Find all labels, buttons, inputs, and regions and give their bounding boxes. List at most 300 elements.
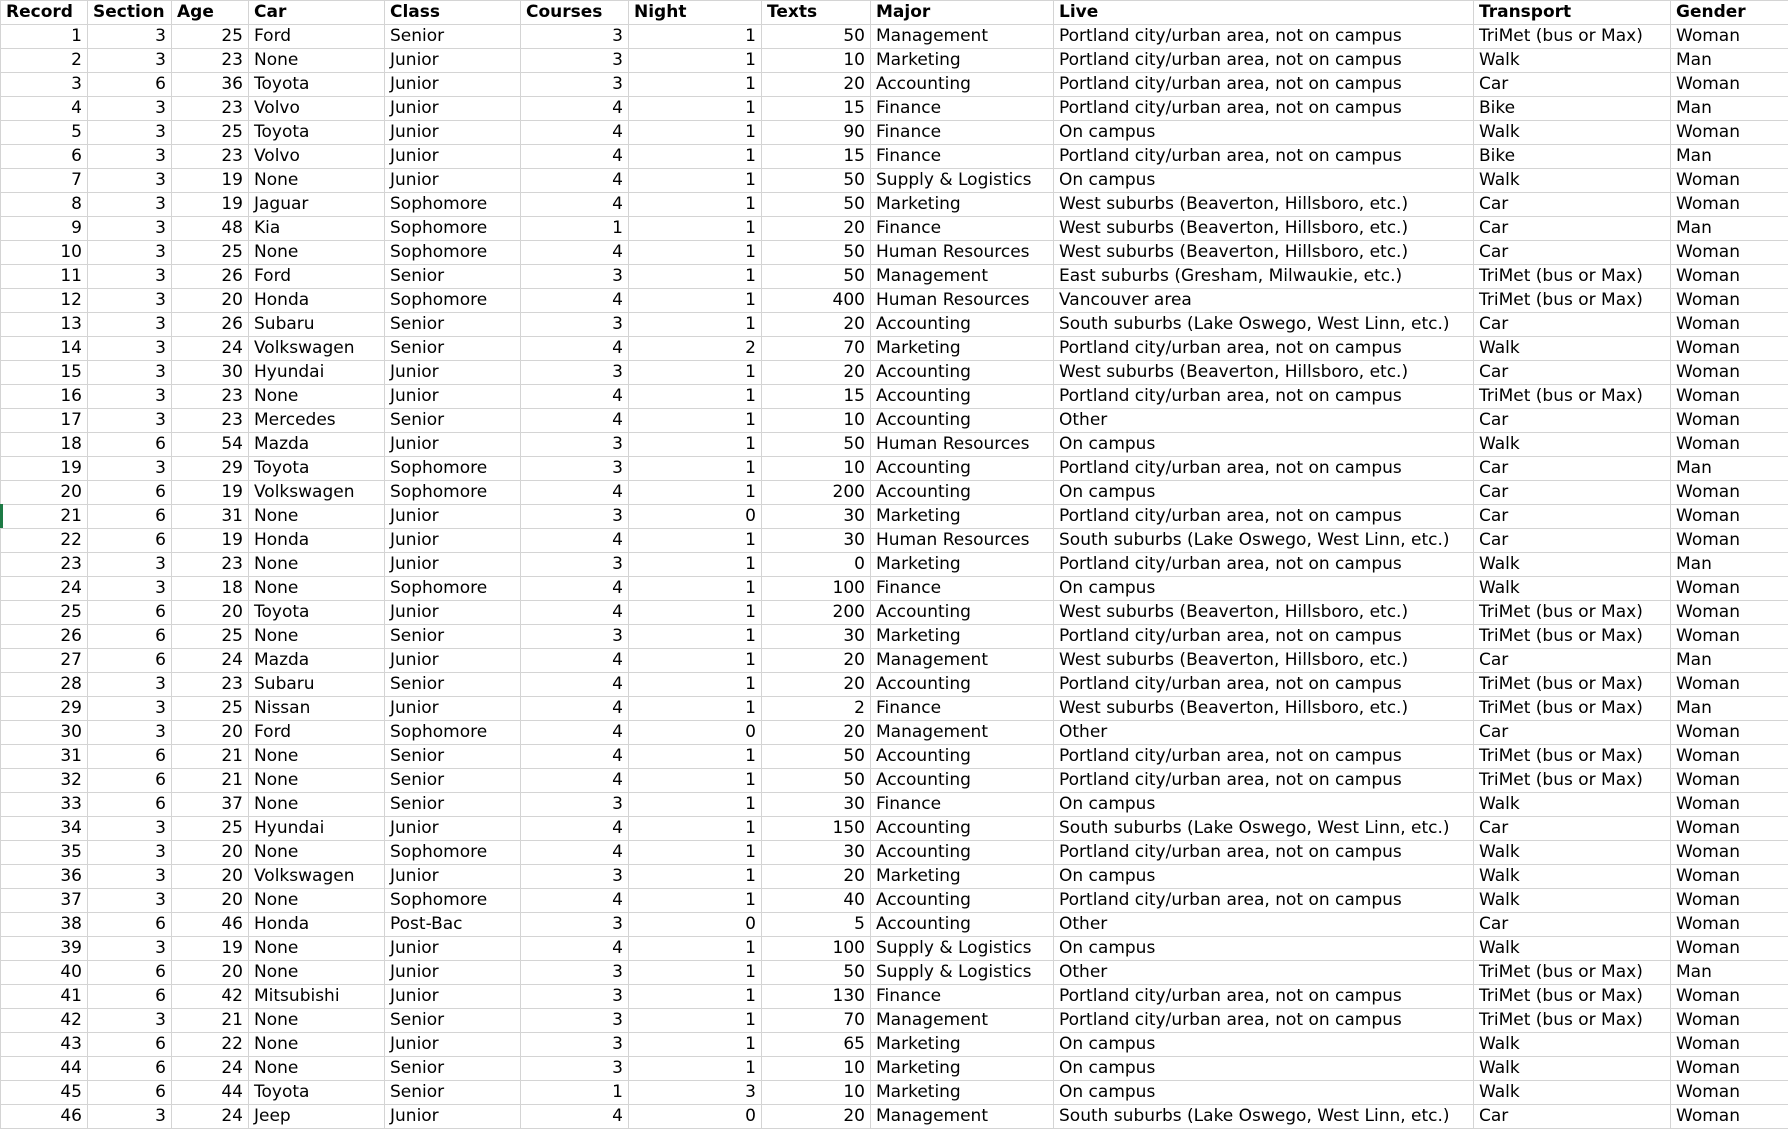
table-cell[interactable]: 19: [172, 481, 249, 505]
table-cell[interactable]: 6: [88, 745, 172, 769]
table-cell[interactable]: 3: [521, 505, 629, 529]
table-cell[interactable]: 1: [629, 433, 762, 457]
table-cell[interactable]: 3: [88, 169, 172, 193]
table-cell[interactable]: Walk: [1474, 937, 1671, 961]
table-cell[interactable]: Woman: [1671, 937, 1788, 961]
table-cell[interactable]: East suburbs (Gresham, Milwaukie, etc.): [1054, 265, 1474, 289]
table-cell[interactable]: Woman: [1671, 337, 1788, 361]
table-cell[interactable]: 11: [1, 265, 88, 289]
table-cell[interactable]: None: [249, 937, 385, 961]
table-cell[interactable]: None: [249, 625, 385, 649]
table-cell[interactable]: Woman: [1671, 265, 1788, 289]
table-cell[interactable]: Junior: [385, 649, 521, 673]
table-cell[interactable]: West suburbs (Beaverton, Hillsboro, etc.): [1054, 217, 1474, 241]
table-cell[interactable]: Woman: [1671, 1057, 1788, 1081]
table-cell[interactable]: Marketing: [871, 1081, 1054, 1105]
table-cell[interactable]: 3: [88, 217, 172, 241]
table-cell[interactable]: 22: [172, 1033, 249, 1057]
table-cell[interactable]: 3: [521, 433, 629, 457]
table-cell[interactable]: Car: [1474, 241, 1671, 265]
table-cell[interactable]: 29: [172, 457, 249, 481]
table-cell[interactable]: 4: [521, 673, 629, 697]
table-cell[interactable]: 25: [172, 121, 249, 145]
table-cell[interactable]: 15: [762, 145, 871, 169]
table-cell[interactable]: 4: [1, 97, 88, 121]
table-cell[interactable]: Subaru: [249, 313, 385, 337]
table-cell[interactable]: 3: [521, 961, 629, 985]
table-cell[interactable]: 1: [629, 649, 762, 673]
table-cell[interactable]: 1: [629, 169, 762, 193]
table-cell[interactable]: Jaguar: [249, 193, 385, 217]
table-cell[interactable]: On campus: [1054, 1057, 1474, 1081]
table-cell[interactable]: 3: [521, 1009, 629, 1033]
table-cell[interactable]: Junior: [385, 937, 521, 961]
table-cell[interactable]: Toyota: [249, 73, 385, 97]
table-cell[interactable]: 22: [1, 529, 88, 553]
table-cell[interactable]: 4: [521, 769, 629, 793]
table-cell[interactable]: 7: [1, 169, 88, 193]
table-cell[interactable]: Accounting: [871, 361, 1054, 385]
table-cell[interactable]: Marketing: [871, 193, 1054, 217]
table-cell[interactable]: 29: [1, 697, 88, 721]
table-cell[interactable]: 3: [521, 1057, 629, 1081]
table-cell[interactable]: Senior: [385, 793, 521, 817]
table-cell[interactable]: 1: [629, 865, 762, 889]
table-cell[interactable]: 20: [172, 601, 249, 625]
table-cell[interactable]: 2: [762, 697, 871, 721]
table-cell[interactable]: 20: [762, 361, 871, 385]
table-cell[interactable]: Man: [1671, 457, 1788, 481]
table-cell[interactable]: 38: [1, 913, 88, 937]
table-cell[interactable]: Supply & Logistics: [871, 961, 1054, 985]
table-cell[interactable]: TriMet (bus or Max): [1474, 601, 1671, 625]
table-cell[interactable]: 1: [629, 217, 762, 241]
table-cell[interactable]: 4: [521, 817, 629, 841]
table-cell[interactable]: Car: [1474, 361, 1671, 385]
column-header[interactable]: Age: [172, 1, 249, 25]
table-cell[interactable]: Woman: [1671, 529, 1788, 553]
table-cell[interactable]: 6: [88, 529, 172, 553]
table-cell[interactable]: 10: [762, 457, 871, 481]
column-header[interactable]: Car: [249, 1, 385, 25]
table-cell[interactable]: Woman: [1671, 409, 1788, 433]
table-cell[interactable]: 2: [629, 337, 762, 361]
table-cell[interactable]: 18: [172, 577, 249, 601]
table-cell[interactable]: 1: [629, 265, 762, 289]
table-cell[interactable]: Portland city/urban area, not on campus: [1054, 73, 1474, 97]
table-cell[interactable]: 4: [521, 169, 629, 193]
table-cell[interactable]: Man: [1671, 553, 1788, 577]
table-cell[interactable]: 1: [629, 601, 762, 625]
table-cell[interactable]: 6: [88, 73, 172, 97]
table-cell[interactable]: 30: [762, 505, 871, 529]
table-cell[interactable]: 23: [172, 97, 249, 121]
table-cell[interactable]: Man: [1671, 145, 1788, 169]
table-cell[interactable]: Junior: [385, 385, 521, 409]
table-cell[interactable]: 1: [629, 193, 762, 217]
table-cell[interactable]: 26: [172, 313, 249, 337]
table-cell[interactable]: West suburbs (Beaverton, Hillsboro, etc.): [1054, 649, 1474, 673]
table-cell[interactable]: Accounting: [871, 313, 1054, 337]
table-cell[interactable]: Walk: [1474, 841, 1671, 865]
table-cell[interactable]: Woman: [1671, 1009, 1788, 1033]
table-cell[interactable]: Toyota: [249, 121, 385, 145]
table-cell[interactable]: None: [249, 241, 385, 265]
table-cell[interactable]: Woman: [1671, 913, 1788, 937]
table-cell[interactable]: Hyundai: [249, 361, 385, 385]
table-cell[interactable]: Portland city/urban area, not on campus: [1054, 553, 1474, 577]
table-cell[interactable]: Finance: [871, 145, 1054, 169]
table-cell[interactable]: 20: [1, 481, 88, 505]
table-cell[interactable]: Walk: [1474, 577, 1671, 601]
table-cell[interactable]: 3: [88, 841, 172, 865]
table-cell[interactable]: 1: [629, 985, 762, 1009]
table-cell[interactable]: Walk: [1474, 865, 1671, 889]
column-header[interactable]: Record: [1, 1, 88, 25]
table-cell[interactable]: Finance: [871, 121, 1054, 145]
table-cell[interactable]: 0: [629, 913, 762, 937]
table-cell[interactable]: Junior: [385, 121, 521, 145]
table-cell[interactable]: 4: [521, 289, 629, 313]
table-cell[interactable]: TriMet (bus or Max): [1474, 673, 1671, 697]
table-cell[interactable]: 1: [629, 313, 762, 337]
table-cell[interactable]: Woman: [1671, 673, 1788, 697]
table-cell[interactable]: Finance: [871, 697, 1054, 721]
table-cell[interactable]: 21: [1, 505, 88, 529]
table-cell[interactable]: 0: [629, 505, 762, 529]
table-cell[interactable]: 3: [88, 889, 172, 913]
table-cell[interactable]: Portland city/urban area, not on campus: [1054, 97, 1474, 121]
table-cell[interactable]: 4: [521, 841, 629, 865]
column-header[interactable]: Texts: [762, 1, 871, 25]
table-cell[interactable]: 4: [521, 889, 629, 913]
table-cell[interactable]: Senior: [385, 337, 521, 361]
table-cell[interactable]: Junior: [385, 97, 521, 121]
table-cell[interactable]: 1: [629, 697, 762, 721]
table-cell[interactable]: 3: [88, 121, 172, 145]
table-cell[interactable]: None: [249, 169, 385, 193]
table-cell[interactable]: 46: [1, 1105, 88, 1129]
table-cell[interactable]: Volvo: [249, 97, 385, 121]
table-cell[interactable]: 1: [629, 1033, 762, 1057]
table-cell[interactable]: Marketing: [871, 337, 1054, 361]
column-header[interactable]: Live: [1054, 1, 1474, 25]
table-cell[interactable]: 25: [172, 697, 249, 721]
table-cell[interactable]: 33: [1, 793, 88, 817]
table-cell[interactable]: 34: [1, 817, 88, 841]
table-cell[interactable]: 3: [521, 913, 629, 937]
table-cell[interactable]: 3: [88, 937, 172, 961]
table-cell[interactable]: Woman: [1671, 241, 1788, 265]
table-cell[interactable]: 1: [629, 841, 762, 865]
table-cell[interactable]: 1: [629, 241, 762, 265]
table-cell[interactable]: Accounting: [871, 457, 1054, 481]
table-cell[interactable]: Senior: [385, 265, 521, 289]
table-cell[interactable]: On campus: [1054, 433, 1474, 457]
table-cell[interactable]: Portland city/urban area, not on campus: [1054, 25, 1474, 49]
table-cell[interactable]: 3: [88, 865, 172, 889]
table-cell[interactable]: Human Resources: [871, 241, 1054, 265]
table-cell[interactable]: 21: [172, 745, 249, 769]
table-cell[interactable]: Man: [1671, 97, 1788, 121]
table-cell[interactable]: TriMet (bus or Max): [1474, 697, 1671, 721]
table-cell[interactable]: Junior: [385, 1033, 521, 1057]
table-cell[interactable]: Volkswagen: [249, 337, 385, 361]
table-cell[interactable]: Supply & Logistics: [871, 169, 1054, 193]
table-cell[interactable]: Bike: [1474, 97, 1671, 121]
table-cell[interactable]: Vancouver area: [1054, 289, 1474, 313]
table-cell[interactable]: Woman: [1671, 1033, 1788, 1057]
table-cell[interactable]: 20: [762, 865, 871, 889]
table-cell[interactable]: Woman: [1671, 721, 1788, 745]
table-cell[interactable]: Portland city/urban area, not on campus: [1054, 457, 1474, 481]
table-cell[interactable]: 3: [88, 1009, 172, 1033]
table-cell[interactable]: Man: [1671, 649, 1788, 673]
table-cell[interactable]: 31: [172, 505, 249, 529]
column-header[interactable]: Class: [385, 1, 521, 25]
table-cell[interactable]: 20: [172, 889, 249, 913]
table-cell[interactable]: Sophomore: [385, 721, 521, 745]
table-cell[interactable]: West suburbs (Beaverton, Hillsboro, etc.): [1054, 601, 1474, 625]
table-cell[interactable]: TriMet (bus or Max): [1474, 289, 1671, 313]
table-cell[interactable]: 8: [1, 193, 88, 217]
table-cell[interactable]: Portland city/urban area, not on campus: [1054, 145, 1474, 169]
table-cell[interactable]: 4: [521, 145, 629, 169]
table-cell[interactable]: Senior: [385, 625, 521, 649]
table-cell[interactable]: On campus: [1054, 577, 1474, 601]
table-cell[interactable]: 1: [629, 769, 762, 793]
table-cell[interactable]: None: [249, 385, 385, 409]
table-cell[interactable]: Sophomore: [385, 241, 521, 265]
table-cell[interactable]: 1: [629, 553, 762, 577]
table-cell[interactable]: 20: [172, 721, 249, 745]
table-cell[interactable]: 30: [762, 529, 871, 553]
table-cell[interactable]: 13: [1, 313, 88, 337]
table-cell[interactable]: Portland city/urban area, not on campus: [1054, 337, 1474, 361]
table-cell[interactable]: Volkswagen: [249, 481, 385, 505]
table-cell[interactable]: Finance: [871, 577, 1054, 601]
table-cell[interactable]: Man: [1671, 697, 1788, 721]
table-cell[interactable]: 1: [1, 25, 88, 49]
table-cell[interactable]: TriMet (bus or Max): [1474, 961, 1671, 985]
table-cell[interactable]: 1: [629, 745, 762, 769]
table-cell[interactable]: Woman: [1671, 169, 1788, 193]
table-cell[interactable]: 3: [629, 1081, 762, 1105]
table-cell[interactable]: Walk: [1474, 337, 1671, 361]
table-cell[interactable]: Woman: [1671, 25, 1788, 49]
table-cell[interactable]: 1: [629, 577, 762, 601]
table-cell[interactable]: 4: [521, 337, 629, 361]
table-cell[interactable]: 6: [88, 769, 172, 793]
table-cell[interactable]: 12: [1, 289, 88, 313]
table-cell[interactable]: 3: [88, 361, 172, 385]
table-cell[interactable]: None: [249, 769, 385, 793]
table-cell[interactable]: 3: [88, 145, 172, 169]
table-cell[interactable]: Accounting: [871, 601, 1054, 625]
table-cell[interactable]: 14: [1, 337, 88, 361]
table-cell[interactable]: Supply & Logistics: [871, 937, 1054, 961]
table-cell[interactable]: 20: [762, 313, 871, 337]
table-cell[interactable]: West suburbs (Beaverton, Hillsboro, etc.): [1054, 361, 1474, 385]
table-cell[interactable]: None: [249, 961, 385, 985]
table-cell[interactable]: 16: [1, 385, 88, 409]
table-cell[interactable]: 1: [629, 937, 762, 961]
table-cell[interactable]: 25: [172, 817, 249, 841]
column-header[interactable]: Section: [88, 1, 172, 25]
table-cell[interactable]: Car: [1474, 73, 1671, 97]
table-cell[interactable]: 20: [172, 865, 249, 889]
table-cell[interactable]: None: [249, 49, 385, 73]
table-cell[interactable]: Mitsubishi: [249, 985, 385, 1009]
table-cell[interactable]: 1: [629, 49, 762, 73]
table-cell[interactable]: Nissan: [249, 697, 385, 721]
table-cell[interactable]: Walk: [1474, 169, 1671, 193]
table-cell[interactable]: 1: [629, 73, 762, 97]
table-cell[interactable]: Portland city/urban area, not on campus: [1054, 841, 1474, 865]
table-cell[interactable]: 36: [172, 73, 249, 97]
table-cell[interactable]: 1: [629, 817, 762, 841]
table-cell[interactable]: 3: [521, 25, 629, 49]
table-cell[interactable]: Woman: [1671, 601, 1788, 625]
table-cell[interactable]: Other: [1054, 409, 1474, 433]
table-cell[interactable]: Junior: [385, 553, 521, 577]
table-cell[interactable]: Portland city/urban area, not on campus: [1054, 385, 1474, 409]
table-cell[interactable]: Human Resources: [871, 433, 1054, 457]
table-cell[interactable]: Portland city/urban area, not on campus: [1054, 1009, 1474, 1033]
table-cell[interactable]: 23: [172, 409, 249, 433]
table-cell[interactable]: 42: [172, 985, 249, 1009]
table-cell[interactable]: 36: [1, 865, 88, 889]
table-cell[interactable]: 24: [172, 1057, 249, 1081]
table-cell[interactable]: 3: [88, 697, 172, 721]
table-cell[interactable]: 1: [629, 481, 762, 505]
table-cell[interactable]: 6: [88, 481, 172, 505]
table-cell[interactable]: 1: [629, 625, 762, 649]
table-cell[interactable]: 65: [762, 1033, 871, 1057]
table-cell[interactable]: Walk: [1474, 121, 1671, 145]
table-cell[interactable]: 30: [172, 361, 249, 385]
table-cell[interactable]: West suburbs (Beaverton, Hillsboro, etc.): [1054, 241, 1474, 265]
table-cell[interactable]: Finance: [871, 985, 1054, 1009]
table-cell[interactable]: 15: [762, 385, 871, 409]
table-cell[interactable]: 3: [88, 193, 172, 217]
table-cell[interactable]: 25: [172, 25, 249, 49]
table-cell[interactable]: 37: [172, 793, 249, 817]
table-cell[interactable]: 1: [629, 457, 762, 481]
table-cell[interactable]: Portland city/urban area, not on campus: [1054, 673, 1474, 697]
table-cell[interactable]: 20: [762, 73, 871, 97]
table-cell[interactable]: None: [249, 889, 385, 913]
table-cell[interactable]: 3: [88, 265, 172, 289]
table-cell[interactable]: 6: [88, 961, 172, 985]
table-cell[interactable]: None: [249, 577, 385, 601]
table-cell[interactable]: 3: [1, 73, 88, 97]
table-cell[interactable]: Marketing: [871, 1033, 1054, 1057]
table-cell[interactable]: Man: [1671, 961, 1788, 985]
table-cell[interactable]: 50: [762, 769, 871, 793]
table-cell[interactable]: 24: [172, 649, 249, 673]
table-cell[interactable]: Volvo: [249, 145, 385, 169]
table-cell[interactable]: Portland city/urban area, not on campus: [1054, 769, 1474, 793]
table-cell[interactable]: 4: [521, 97, 629, 121]
table-cell[interactable]: 20: [172, 289, 249, 313]
table-cell[interactable]: 3: [521, 985, 629, 1009]
table-cell[interactable]: 70: [762, 337, 871, 361]
table-cell[interactable]: 4: [521, 745, 629, 769]
table-cell[interactable]: 6: [88, 1033, 172, 1057]
table-cell[interactable]: 2: [1, 49, 88, 73]
table-cell[interactable]: 23: [1, 553, 88, 577]
table-cell[interactable]: TriMet (bus or Max): [1474, 265, 1671, 289]
table-cell[interactable]: 6: [88, 793, 172, 817]
table-cell[interactable]: Portland city/urban area, not on campus: [1054, 889, 1474, 913]
table-cell[interactable]: 1: [629, 529, 762, 553]
table-cell[interactable]: Walk: [1474, 553, 1671, 577]
table-cell[interactable]: Mazda: [249, 433, 385, 457]
table-cell[interactable]: 6: [88, 505, 172, 529]
column-header[interactable]: Major: [871, 1, 1054, 25]
table-cell[interactable]: TriMet (bus or Max): [1474, 1009, 1671, 1033]
table-cell[interactable]: 4: [521, 241, 629, 265]
table-cell[interactable]: Portland city/urban area, not on campus: [1054, 505, 1474, 529]
table-cell[interactable]: Ford: [249, 25, 385, 49]
table-cell[interactable]: Senior: [385, 769, 521, 793]
table-cell[interactable]: Human Resources: [871, 289, 1054, 313]
table-cell[interactable]: Woman: [1671, 361, 1788, 385]
table-cell[interactable]: South suburbs (Lake Oswego, West Linn, etc.): [1054, 529, 1474, 553]
table-cell[interactable]: 10: [762, 49, 871, 73]
table-cell[interactable]: 30: [762, 793, 871, 817]
table-cell[interactable]: 40: [762, 889, 871, 913]
table-cell[interactable]: TriMet (bus or Max): [1474, 625, 1671, 649]
table-cell[interactable]: 6: [88, 433, 172, 457]
table-cell[interactable]: Sophomore: [385, 193, 521, 217]
table-cell[interactable]: Accounting: [871, 73, 1054, 97]
table-cell[interactable]: Junior: [385, 361, 521, 385]
table-cell[interactable]: 20: [172, 961, 249, 985]
table-cell[interactable]: Junior: [385, 73, 521, 97]
table-cell[interactable]: Car: [1474, 457, 1671, 481]
column-header[interactable]: Transport: [1474, 1, 1671, 25]
table-cell[interactable]: Bike: [1474, 145, 1671, 169]
table-cell[interactable]: 3: [521, 361, 629, 385]
table-cell[interactable]: Accounting: [871, 745, 1054, 769]
table-cell[interactable]: 15: [1, 361, 88, 385]
table-cell[interactable]: 50: [762, 433, 871, 457]
table-cell[interactable]: 3: [88, 817, 172, 841]
table-cell[interactable]: Sophomore: [385, 577, 521, 601]
table-cell[interactable]: None: [249, 553, 385, 577]
table-cell[interactable]: 0: [629, 721, 762, 745]
table-cell[interactable]: 4: [521, 409, 629, 433]
table-cell[interactable]: 1: [629, 97, 762, 121]
table-cell[interactable]: 21: [172, 769, 249, 793]
table-cell[interactable]: 25: [172, 625, 249, 649]
table-cell[interactable]: 3: [88, 97, 172, 121]
table-cell[interactable]: 1: [629, 289, 762, 313]
table-cell[interactable]: Car: [1474, 313, 1671, 337]
table-cell[interactable]: 1: [629, 673, 762, 697]
table-cell[interactable]: 200: [762, 481, 871, 505]
table-cell[interactable]: 1: [521, 217, 629, 241]
table-cell[interactable]: 3: [88, 409, 172, 433]
table-cell[interactable]: Accounting: [871, 385, 1054, 409]
table-cell[interactable]: Sophomore: [385, 457, 521, 481]
table-cell[interactable]: Senior: [385, 409, 521, 433]
table-cell[interactable]: Senior: [385, 673, 521, 697]
table-cell[interactable]: 1: [629, 1057, 762, 1081]
table-cell[interactable]: 26: [172, 265, 249, 289]
